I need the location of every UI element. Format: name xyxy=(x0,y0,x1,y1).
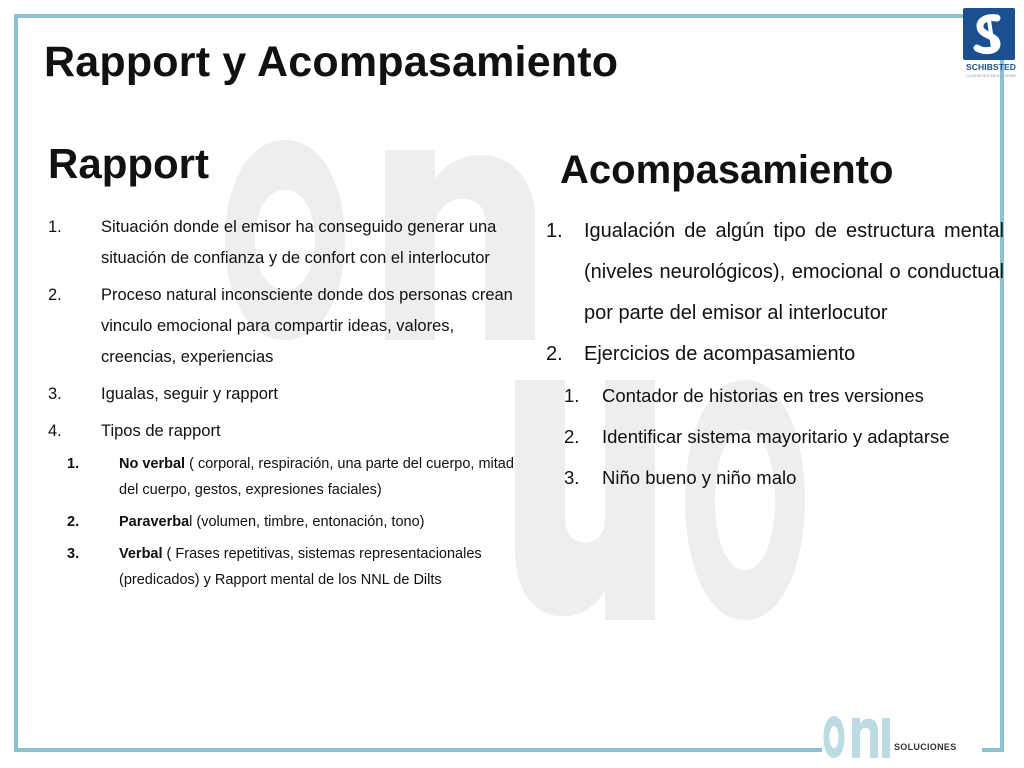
logo-subtext: CLASSIFIED MEDIA SPAIN xyxy=(966,73,1016,78)
footer-logo xyxy=(822,706,982,762)
list-item xyxy=(564,416,1004,457)
slide-title: Rapport y Acompasamiento xyxy=(44,38,619,86)
list-item xyxy=(48,379,518,410)
list-item xyxy=(48,280,518,373)
list-item xyxy=(48,416,518,593)
schibsted-logo xyxy=(963,8,1019,78)
list-item xyxy=(564,457,1004,498)
item-text: Niño bueno y niño malo xyxy=(602,467,797,488)
item-text: ( corporal, respiración, una parte del cuerpo, mitad del cuerpo, gestos, expresiones faciales) xyxy=(119,456,514,498)
item-number: 2. xyxy=(48,286,62,304)
list-item xyxy=(67,541,518,593)
item-text: Igualas, seguir y rapport xyxy=(101,385,279,403)
item-text: Tipos de rapport xyxy=(101,422,221,440)
item-number: 3. xyxy=(48,385,62,403)
item-number: 2. xyxy=(67,514,80,530)
item-text: Ejercicios de acompasamiento xyxy=(584,343,856,365)
item-text: l (volumen, timbre, entonación, tono) xyxy=(189,514,425,530)
item-text: Igualación de algún tipo de estructura mental (niveles neurológicos), emocional o conductual por parte del emisor al interlocutor xyxy=(584,220,1004,324)
item-text: Proceso natural inconsciente donde dos personas crean vinculo emocional para compartir ideas, valores, creencias, experiencias xyxy=(101,286,513,366)
list-item xyxy=(564,375,1004,416)
item-number: 2. xyxy=(564,426,580,447)
exercises-list xyxy=(564,375,1004,498)
logo-text: SCHIBSTED xyxy=(965,62,1017,72)
list-item xyxy=(67,509,518,535)
item-number: 3. xyxy=(564,467,580,488)
item-bold-text: Paraverba xyxy=(119,514,190,530)
rapport-column xyxy=(48,140,518,599)
list-item xyxy=(48,212,518,274)
item-text: ( Frases repetitivas, sistemas representacionales (predicados) y Rapport mental de los NNL de Dilts xyxy=(119,546,482,588)
list-item xyxy=(67,451,518,503)
item-text: Contador de historias en tres versiones xyxy=(602,385,924,406)
list-item xyxy=(544,334,1004,498)
item-number: 3. xyxy=(67,546,80,562)
acompasamiento-column xyxy=(544,148,1004,498)
item-number: 4. xyxy=(48,422,62,440)
footer-label: SOLUCIONES xyxy=(894,742,957,752)
item-number: 2. xyxy=(546,343,563,365)
rapport-types-list xyxy=(67,451,518,593)
rapport-heading: Rapport xyxy=(48,140,209,187)
logo-mark-icon xyxy=(963,8,1015,60)
item-number: 1. xyxy=(546,220,563,242)
acompasamiento-heading: Acompasamiento xyxy=(560,148,894,192)
item-text: Identificar sistema mayoritario y adaptarse xyxy=(602,426,950,447)
rapport-list xyxy=(48,212,518,593)
item-number: 1. xyxy=(564,385,580,406)
item-bold-text: Verbal xyxy=(119,546,163,562)
item-text: Situación donde el emisor ha conseguido generar una situación de confianza y de confort con el interlocutor xyxy=(101,218,497,267)
item-bold-text: No verbal xyxy=(119,456,186,472)
item-number: 1. xyxy=(67,456,80,472)
list-item xyxy=(544,211,1004,334)
item-number: 1. xyxy=(48,218,62,236)
acompasamiento-list xyxy=(544,211,1004,498)
